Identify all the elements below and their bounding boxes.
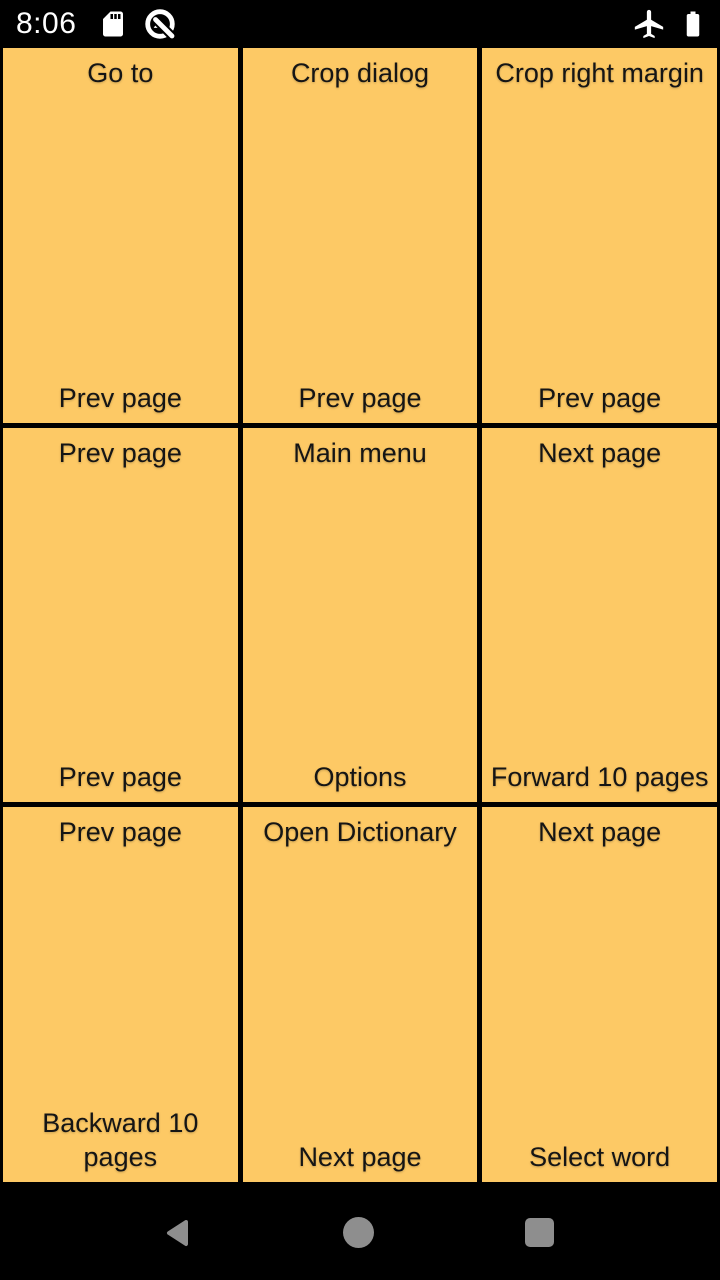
- tap-zone-top-label: Next page: [538, 437, 662, 468]
- tap-zone-top-label: Main menu: [293, 437, 427, 468]
- home-button[interactable]: [341, 1215, 377, 1251]
- battery-full-icon: [678, 7, 708, 41]
- tap-zone-bottom-label: Prev page: [58, 382, 182, 413]
- tap-zone-bottom-label: Prev page: [538, 382, 662, 413]
- status-right-icons: [632, 7, 708, 41]
- home-icon: [343, 1217, 374, 1248]
- tap-zone-bottom-label: Select word: [529, 1141, 671, 1172]
- tap-zone-top-label: Prev page: [58, 817, 182, 848]
- tap-zone-grid: [0, 48, 720, 1185]
- tap-zone-bottom-label: Forward 10 pages: [490, 762, 709, 793]
- tap-zone-top-right[interactable]: [482, 48, 717, 423]
- tap-zone-top-label: Next page: [538, 817, 662, 848]
- status-bar: [0, 0, 720, 48]
- tap-zone-top-center[interactable]: [243, 48, 478, 423]
- airplane-mode-icon: [632, 7, 666, 41]
- back-button[interactable]: [160, 1215, 196, 1251]
- tap-zone-bottom-right[interactable]: [482, 807, 717, 1182]
- tap-zone-bottom-label: Prev page: [298, 382, 422, 413]
- sd-card-icon: [98, 8, 128, 40]
- back-icon: [160, 1215, 196, 1251]
- status-time: 8:06: [16, 7, 77, 40]
- tap-zone-bottom-center[interactable]: [243, 807, 478, 1182]
- tap-zone-bottom-label: Next page: [298, 1141, 422, 1172]
- tap-zone-top-left[interactable]: [3, 48, 238, 423]
- tap-zone-top-label: Open Dictionary: [263, 817, 457, 848]
- tap-zone-top-label: Go to: [87, 58, 154, 88]
- tap-zone-bottom-label: Backward 10 pages: [42, 1107, 199, 1172]
- navigation-bar: [0, 1185, 720, 1280]
- tap-zone-middle-center[interactable]: [243, 428, 478, 803]
- tap-zone-bottom-label: Options: [313, 762, 407, 793]
- recents-icon: [525, 1218, 554, 1247]
- tap-zone-middle-right[interactable]: [482, 428, 717, 803]
- tap-zone-top-label: Prev page: [58, 437, 182, 468]
- tap-zone-top-label: Crop right margin: [495, 58, 704, 88]
- tap-zone-top-label: Crop dialog: [290, 58, 430, 88]
- tap-zone-middle-left[interactable]: [3, 428, 238, 803]
- android-q-icon: [142, 6, 178, 42]
- tap-zone-bottom-label: Prev page: [58, 762, 182, 793]
- tap-zone-bottom-left[interactable]: [3, 807, 238, 1182]
- status-left-icons: [98, 6, 178, 42]
- recents-button[interactable]: [521, 1215, 557, 1251]
